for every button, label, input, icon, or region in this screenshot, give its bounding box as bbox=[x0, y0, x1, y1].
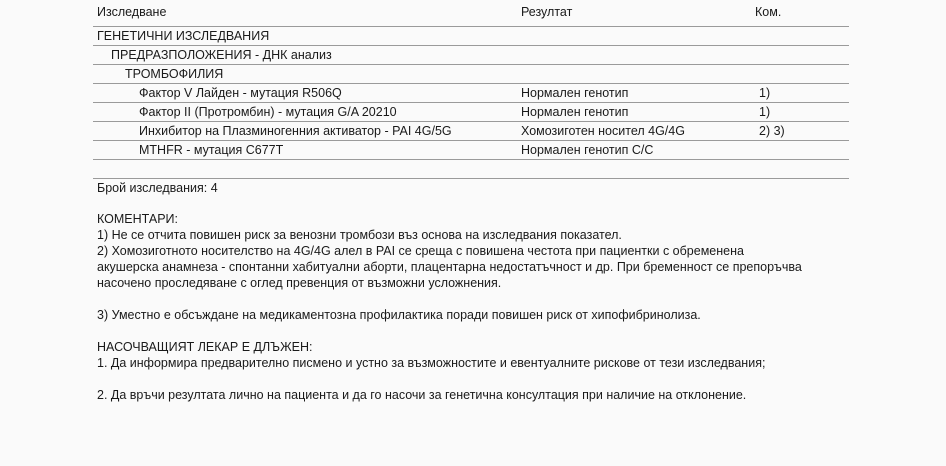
test-name: MTHFR - мутация C677T bbox=[139, 143, 284, 157]
doctor-duty-2: 2. Да връчи резултата лично на пациента и да го насочи за генетична консултация при наличие на отклонение. bbox=[97, 388, 747, 402]
comment-2-line-2: акушерска анамнеза - спонтанни хабитуални аборти, плацентарна недостатъчност и др. При бременност се препоръчва bbox=[97, 260, 802, 274]
test-name: ГЕНЕТИЧНИ ИЗСЛЕДВАНИЯ bbox=[97, 29, 270, 43]
spacer bbox=[97, 291, 837, 307]
test-result: Нормален генотип bbox=[521, 86, 629, 100]
test-comment-ref: 1) bbox=[759, 86, 771, 100]
comment-1: 1) Не се отчита повишен риск за венозни тромбози въз основа на изследвания показател. bbox=[97, 228, 622, 242]
results-table bbox=[93, 27, 849, 160]
test-name: Инхибитор на Плазминогенния активатор - PAI 4G/5G bbox=[139, 124, 452, 138]
test-result: Нормален генотип C/C bbox=[521, 143, 654, 157]
table-row bbox=[93, 27, 849, 46]
column-header-test: Изследване bbox=[97, 5, 167, 19]
comments-title: КОМЕНТАРИ: bbox=[97, 212, 178, 226]
comments-section bbox=[93, 211, 837, 403]
comment-2-line-1: 2) Хомозиготното носителство на 4G/4G алел в PAI се среща с повишена честота при пациентки с обременена bbox=[97, 244, 744, 258]
comment-2-line-3: насочено проследяване с оглед превенция от възможни усложнения. bbox=[97, 276, 502, 290]
table-row bbox=[93, 65, 849, 84]
table-row bbox=[93, 84, 849, 103]
lab-report bbox=[93, 0, 849, 403]
table-row bbox=[93, 141, 849, 160]
test-comment-ref: 1) bbox=[759, 105, 771, 119]
test-name: ПРЕДРАЗПОЛОЖЕНИЯ - ДНК анализ bbox=[111, 48, 332, 62]
doctor-duties-title: НАСОЧВАЩИЯТ ЛЕКАР Е ДЛЪЖЕН: bbox=[97, 340, 313, 354]
comment-3: 3) Уместно е обсъждане на медикаментозна профилактика поради повишен риск от хипофибринолиза. bbox=[97, 308, 701, 322]
test-comment-ref: 2) 3) bbox=[759, 124, 785, 138]
table-row bbox=[93, 122, 849, 141]
doctor-duty-1: 1. Да информира предварително писмено и устно за възможностите и евентуалните рискове от тези изследвания; bbox=[97, 356, 766, 370]
test-result: Нормален генотип bbox=[521, 105, 629, 119]
spacer bbox=[97, 323, 837, 339]
table-row bbox=[93, 46, 849, 65]
column-header-result: Резултат bbox=[521, 5, 573, 19]
table-spacer bbox=[93, 160, 849, 179]
test-name: Фактор II (Протромбин) - мутация G/A 20210 bbox=[139, 105, 397, 119]
test-name: ТРОМБОФИЛИЯ bbox=[125, 67, 224, 81]
column-header-comment: Ком. bbox=[755, 5, 782, 19]
test-name: Фактор V Лайден - мутация R506Q bbox=[139, 86, 342, 100]
table-row bbox=[93, 103, 849, 122]
test-count: Брой изследвания: 4 bbox=[97, 181, 218, 195]
spacer bbox=[97, 371, 837, 387]
test-result: Хомозиготен носител 4G/4G bbox=[521, 124, 685, 138]
table-header bbox=[93, 0, 849, 27]
